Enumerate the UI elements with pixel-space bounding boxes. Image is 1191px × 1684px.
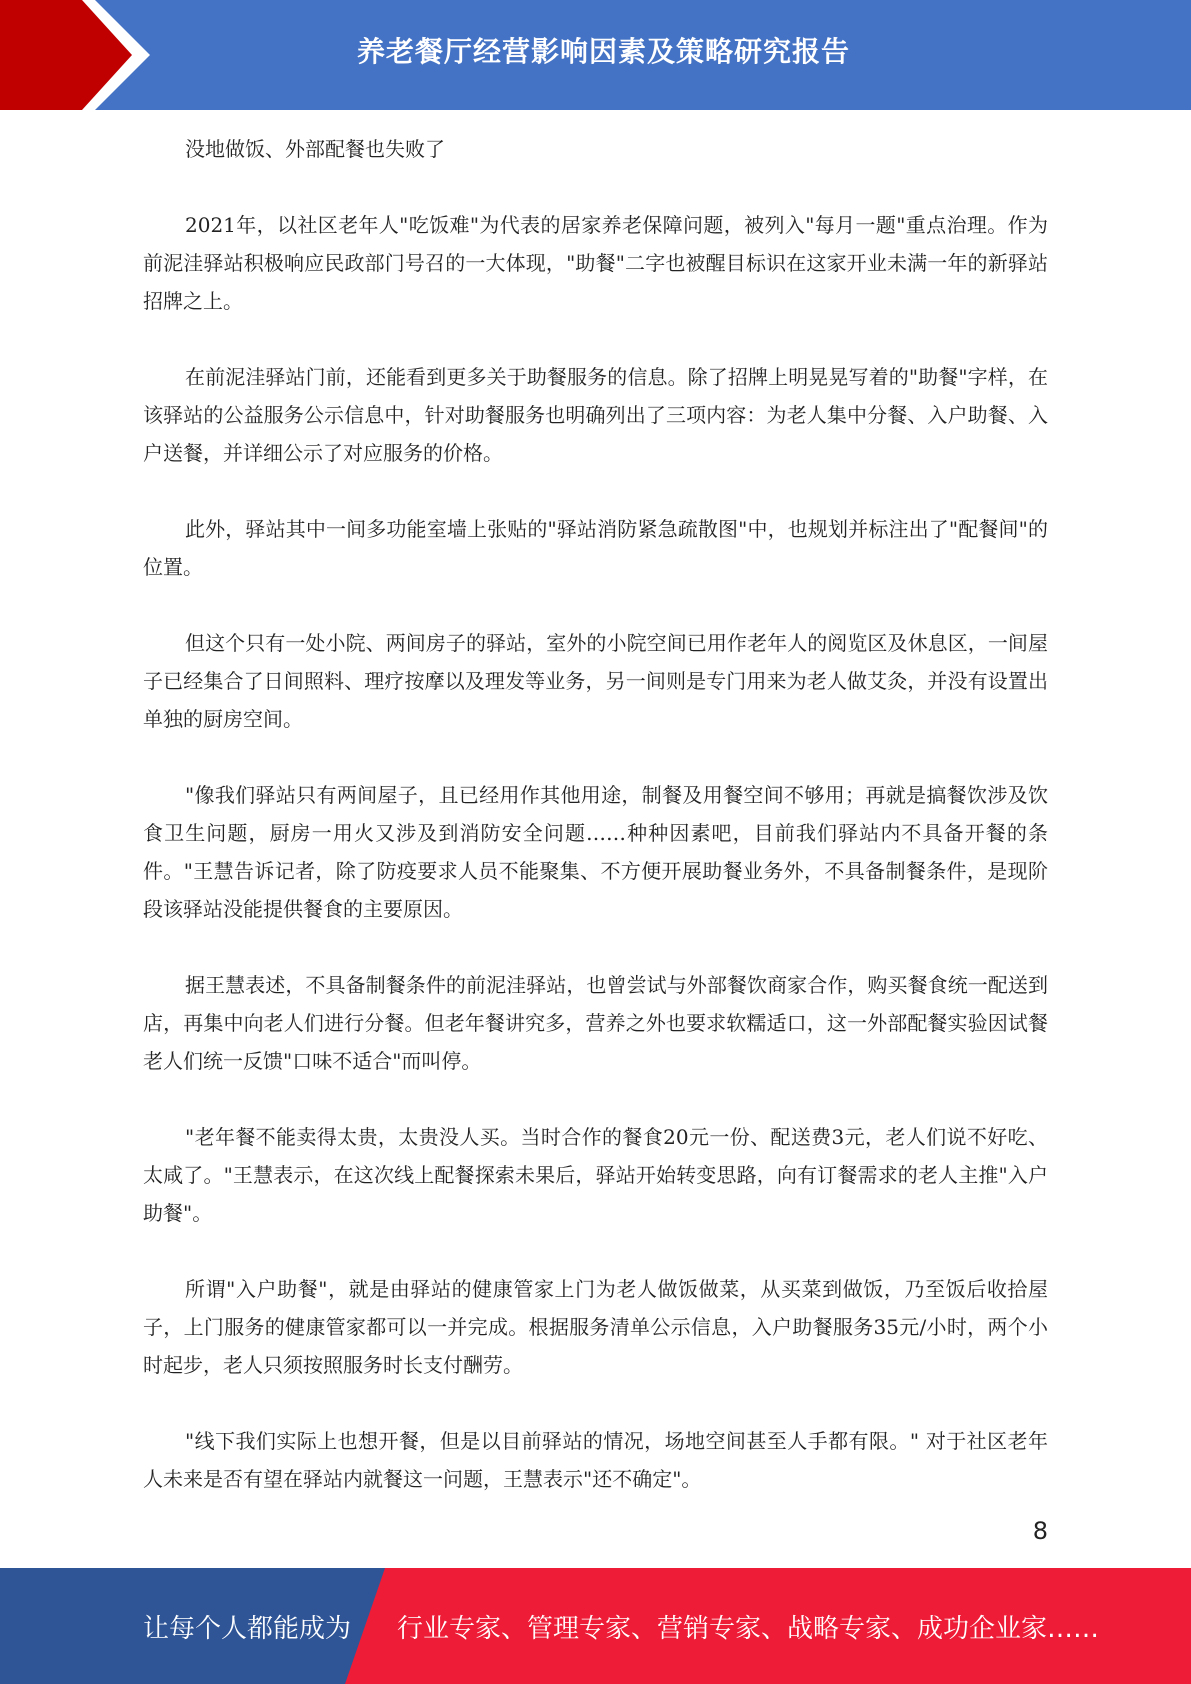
paragraph: "线下我们实际上也想开餐，但是以目前驿站的情况，场地空间甚至人手都有限。" 对于社区老年人未来是否有望在驿站内就餐这一问题，王慧表示"还不确定"。: [143, 1429, 1048, 1491]
footer-slogan-right: 行业专家、管理专家、营销专家、战略专家、成功企业家……: [397, 1613, 1100, 1644]
page-footer: [0, 1568, 1191, 1684]
section-subheading: 没地做饭、外部配餐也失败了: [185, 137, 445, 161]
page-number: 8: [1032, 1517, 1048, 1545]
paragraph: 所谓"入户助餐"，就是由驿站的健康管家上门为老人做饭做菜，从买菜到做饭，乃至饭后收拾屋子，上门服务的健康管家都可以一并完成。根据服务清单公示信息，入户助餐服务35元/小时，两个小时起步，老人只须按照服务时长支付酬劳。: [143, 1277, 1048, 1377]
paragraph: 在前泥洼驿站门前，还能看到更多关于助餐服务的信息。除了招牌上明晃晃写着的"助餐"字样，在该驿站的公益服务公示信息中，针对助餐服务也明确列出了三项内容：为老人集中分餐、入户助餐、入户送餐，并详细公示了对应服务的价格。: [143, 365, 1048, 465]
paragraph: "像我们驿站只有两间屋子，且已经用作其他用途，制餐及用餐空间不够用；再就是搞餐饮涉及饮食卫生问题，厨房一用火又涉及到消防安全问题……种种因素吧，目前我们驿站内不具备开餐的条件。"王慧告诉记者，除了防疫要求人员不能聚集、不方便开展助餐业务外，不具备制餐条件，是现阶段该驿站没能提供餐食的主要原因。: [143, 783, 1048, 921]
paragraph: 2021年，以社区老年人"吃饭难"为代表的居家养老保障问题，被列入"每月一题"重点治理。作为前泥洼驿站积极响应民政部门号召的一大体现，"助餐"二字也被醒目标识在这家开业未满一年的新驿站招牌之上。: [143, 213, 1048, 313]
footer-slogan-left: 让每个人都能成为: [143, 1613, 352, 1644]
page-header: [0, 0, 1191, 110]
paragraph: 此外，驿站其中一间多功能室墙上张贴的"驿站消防紧急疏散图"中，也规划并标注出了"配餐间"的位置。: [143, 517, 1048, 579]
paragraph: 据王慧表述，不具备制餐条件的前泥洼驿站，也曾尝试与外部餐饮商家合作，购买餐食统一配送到店，再集中向老人们进行分餐。但老年餐讲究多，营养之外也要求软糯适口，这一外部配餐实验因试餐老人们统一反馈"口味不适合"而叫停。: [143, 973, 1048, 1073]
paragraph: "老年餐不能卖得太贵，太贵没人买。当时合作的餐食20元一份、配送费3元，老人们说不好吃、太咸了。"王慧表示，在这次线上配餐探索未果后，驿站开始转变思路，向有订餐需求的老人主推"入户助餐"。: [143, 1125, 1048, 1225]
article-body: [143, 130, 1048, 1536]
paragraph: 但这个只有一处小院、两间房子的驿站，室外的小院空间已用作老年人的阅览区及休息区，一间屋子已经集合了日间照料、理疗按摩以及理发等业务，另一间则是专门用来为老人做艾灸，并没有设置出单独的厨房空间。: [143, 631, 1048, 731]
document-title: 养老餐厅经营影响因素及策略研究报告: [356, 35, 850, 68]
